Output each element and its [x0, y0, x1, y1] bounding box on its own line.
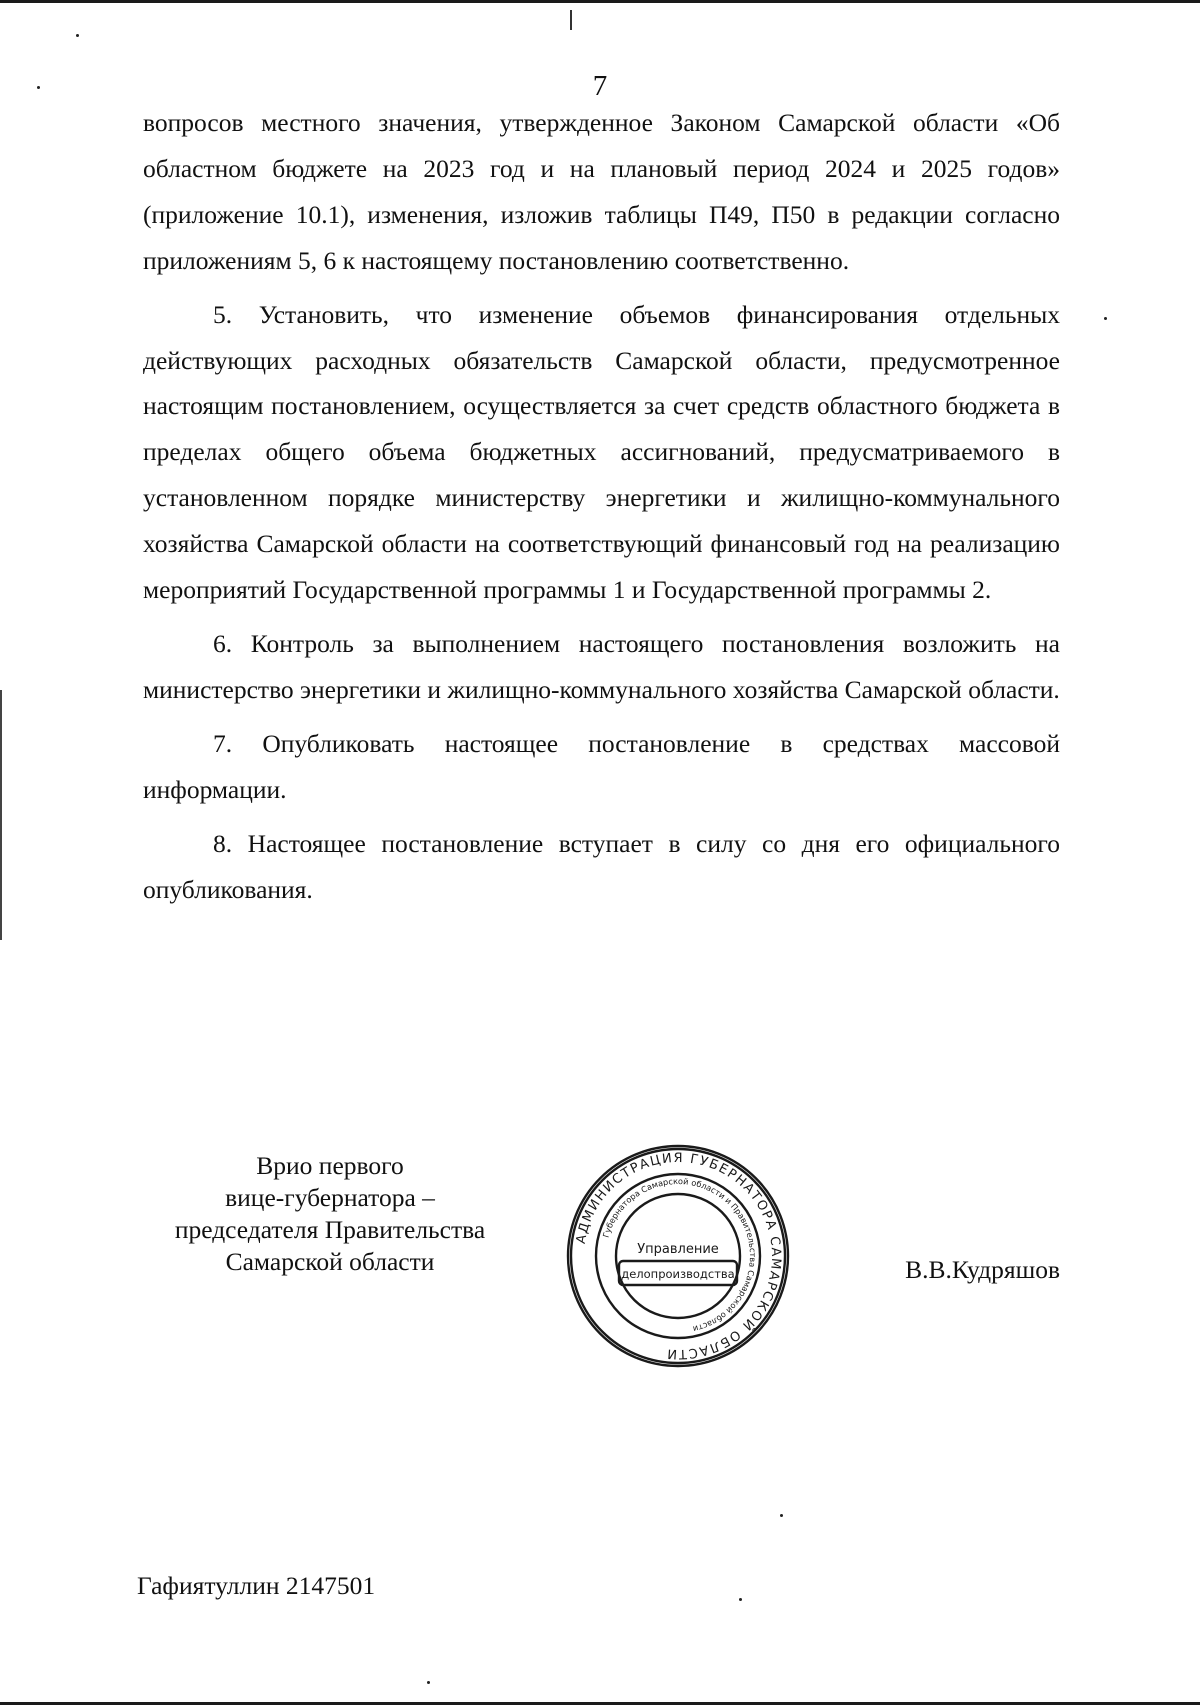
seal-middle-text: Губернатора Самарской области и Правительства Самарской области: [600, 1175, 759, 1335]
signatory-position: [130, 1150, 530, 1278]
seal-center-line-2: делопроизводства: [621, 1267, 735, 1281]
paragraph-item-5: 5. Установить, что изменение объемов финансирования отдельных действующих расходных обязательств Самарской области, предусмотренное настоящим постановлением, осуществляется за счет средств областного бюджета в пределах общего объема бюджетных ассигнований, предусматриваемого в установленном порядке министерству энергетики и жилищно-коммунального хозяйства Самарской области на соответствующий финансовый год на реализацию мероприятий Государственной программы 1 и Государственной программы 2.: [143, 299, 1060, 605]
signatory-position-line: вице-губернатора –: [225, 1183, 435, 1212]
scan-speck: [76, 34, 79, 37]
scan-edge-left: [0, 690, 2, 940]
official-seal: [565, 1143, 791, 1369]
page-number: 7: [592, 70, 608, 102]
paragraph-item-6: 6. Контроль за выполнением настоящего постановления возложить на министерство энергетики и жилищно-коммунального хозяйства Самарской области.: [143, 628, 1060, 704]
signatory-position-line: Самарской области: [225, 1247, 435, 1276]
scan-speck: [739, 1598, 742, 1601]
scan-speck: [1104, 317, 1107, 320]
paragraph-item-8: 8. Настоящее постановление вступает в силу со дня его официального опубликования.: [143, 828, 1060, 904]
scan-edge-top: [0, 0, 1200, 3]
signatory-name: В.В.Кудряшов: [905, 1255, 1060, 1284]
document-body: [143, 100, 1060, 912]
official-seal-graphic: [565, 1143, 791, 1369]
seal-center-line-1: Управление: [637, 1242, 719, 1257]
seal-outer-text: АДМИНИСТРАЦИЯ ГУБЕРНАТОРА САМАРСКОЙ ОБЛАСТИ: [573, 1150, 784, 1362]
scan-edge-bottom: [0, 1702, 1200, 1705]
paragraph-item-7: 7. Опубликовать настоящее постановление в средствах массовой информации.: [143, 728, 1060, 804]
scan-speck: [427, 1681, 430, 1684]
signatory-position-line: председателя Правительства: [174, 1215, 486, 1244]
paragraph-continuation: вопросов местного значения, утвержденное Законом Самарской области «Об областном бюджете на 2023 год и на плановый период 2024 и 2025 годов» (приложение 10.1), изменения, изложив таблицы П49, П50 в редакции согласно приложениям 5, 6 к настоящему постановлению соответственно.: [143, 108, 1060, 275]
signatory-position-line: Врио первого: [256, 1151, 404, 1180]
scan-speck: [780, 1514, 783, 1517]
executor-contact: Гафиятуллин 2147501: [137, 1571, 376, 1600]
scan-mark: [570, 10, 572, 30]
